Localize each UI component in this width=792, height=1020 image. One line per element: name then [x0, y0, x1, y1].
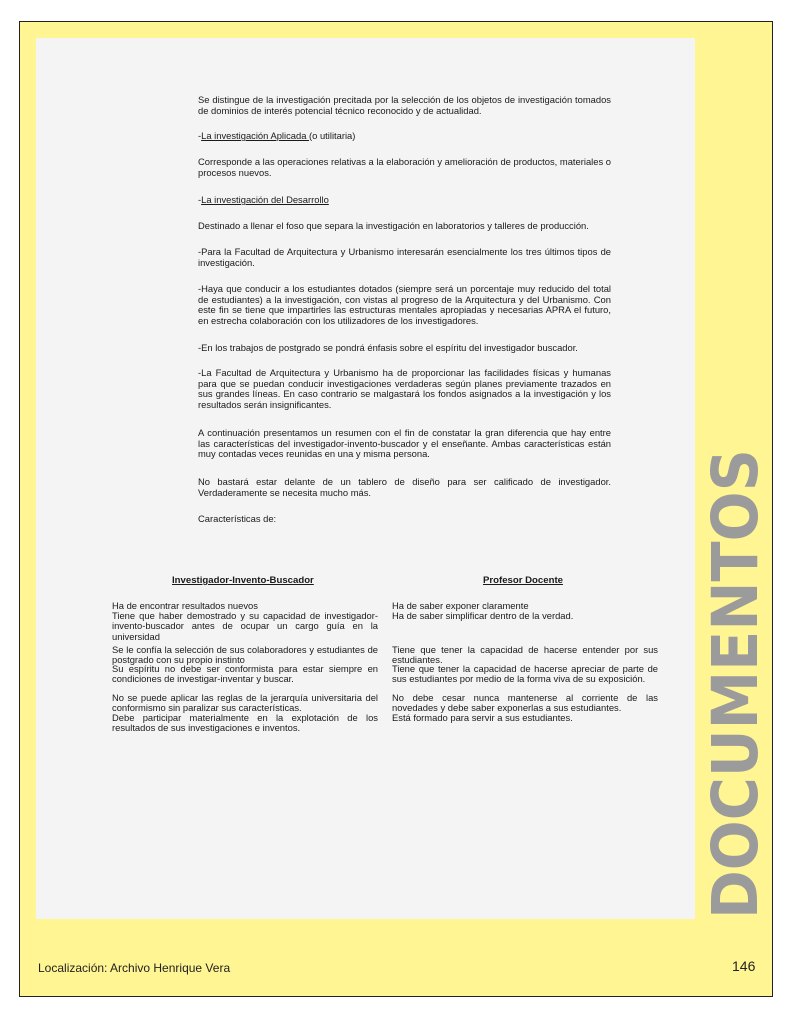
left-item-3: Se le confía la selección de sus colaboradores y estudiantes de postgrado con su propio instinto	[112, 644, 378, 666]
right-item-4: Tiene que tener la capacidad de hacerse apreciar de parte de sus estudiantes por medio de la forma viva de su exposición.	[392, 663, 658, 685]
paragraph-5: Destinado a llenar el foso que separa la investigación en laboratorios y talleres de producción.	[198, 220, 589, 231]
paragraph-2-prefix: -	[198, 130, 202, 141]
paragraph-6: -Para la Facultad de Arquitectura y Urbanismo interesarán esencialmente los tres últimos tipos de investigación.	[198, 246, 611, 268]
footer-location: Localización: Archivo Henrique Vera	[38, 961, 231, 975]
page-number: 146	[732, 958, 756, 974]
paragraph-2	[198, 131, 611, 142]
side-title-text: DOCUMENTOS	[699, 415, 772, 919]
paragraph-4-prefix: -	[198, 194, 202, 205]
side-title	[699, 415, 772, 919]
left-item-5: No se puede aplicar las reglas de la jerarquía universitaria del conformismo sin paralizar sus características.	[112, 692, 378, 714]
paragraph-3: Corresponde a las operaciones relativas a la elaboración y amelioración de productos, materiales o procesos nuevos.	[198, 156, 611, 178]
paragraph-2-suffix: (o utilitaria)	[309, 130, 356, 141]
paragraph-11: No bastará estar delante de un tablero de diseño para ser calificado de investigador. Verdaderamente se necesita mucho más.	[198, 476, 611, 498]
paragraph-7: -Haya que conducir a los estudiantes dotados (siempre será un porcentaje muy reducido del total de estudiantes) a la investigación, con vistas al progreso de la Arquitectura y del Urbanismo. Con este fin se tiene que impartirles las estructuras mentales apropiadas y necesarias APRA el futuro, en estrecha colaboración con los utilizadores de los investigadores.	[198, 283, 611, 326]
column-title-profesor: Profesor Docente	[483, 575, 563, 586]
left-item-2: Tiene que haber demostrado y su capacidad de investigador-invento-buscador antes de ocupar un cargo guía en la universidad	[112, 610, 378, 642]
paragraph-10: A continuación presentamos un resumen con el fin de constatar la gran diferencia que hay entre las características del investigador-invento-buscador y el enseñante. Ambas características están muy contadas veces reunidas en una y misma persona.	[198, 427, 611, 460]
heading-investigacion-desarrollo: La investigación del Desarrollo	[201, 194, 329, 205]
left-item-4: Su espíritu no debe ser conformista para estar siempre en condiciones de investigar-inventar y buscar.	[112, 663, 378, 685]
left-item-6: Debe participar materialmente en la explotación de los resultados de sus investigaciones e inventos.	[112, 712, 378, 734]
heading-investigacion-aplicada: La investigación Aplicada	[201, 130, 310, 141]
paragraph-12: Características de:	[198, 513, 277, 524]
right-item-6: Está formado para servir a sus estudiantes.	[392, 712, 573, 723]
right-item-2: Ha de saber simplificar dentro de la verdad.	[392, 610, 574, 621]
right-item-1: Ha de saber exponer claramente	[392, 600, 529, 611]
paragraph-4	[198, 195, 611, 206]
paragraph-1: Se distingue de la investigación precitada por la selección de los objetos de investigación tomados de dominios de interés potencial técnico reconocido y de actualidad.	[198, 94, 611, 116]
left-item-1: Ha de encontrar resultados nuevos	[112, 600, 258, 611]
paragraph-8: -En los trabajos de postgrado se pondrá énfasis sobre el espíritu del investigador buscador.	[198, 342, 578, 353]
right-item-5: No debe cesar nunca mantenerse al corriente de las novedades y debe saber exponerlas a sus estudiantes.	[392, 692, 658, 714]
paragraph-9: -La Facultad de Arquitectura y Urbanismo ha de proporcionar las facilidades físicas y humanas para que se puedan conducir investigaciones verdaderas según planes previamente trazados en sus grandes líneas. En caso contrario se malgastará los fondos asignados a la investigación y los resultados serán insignificantes.	[198, 367, 611, 410]
column-title-investigador: Investigador-Invento-Buscador	[172, 575, 314, 586]
right-item-3: Tiene que tener la capacidad de hacerse entender por sus estudiantes.	[392, 644, 658, 666]
